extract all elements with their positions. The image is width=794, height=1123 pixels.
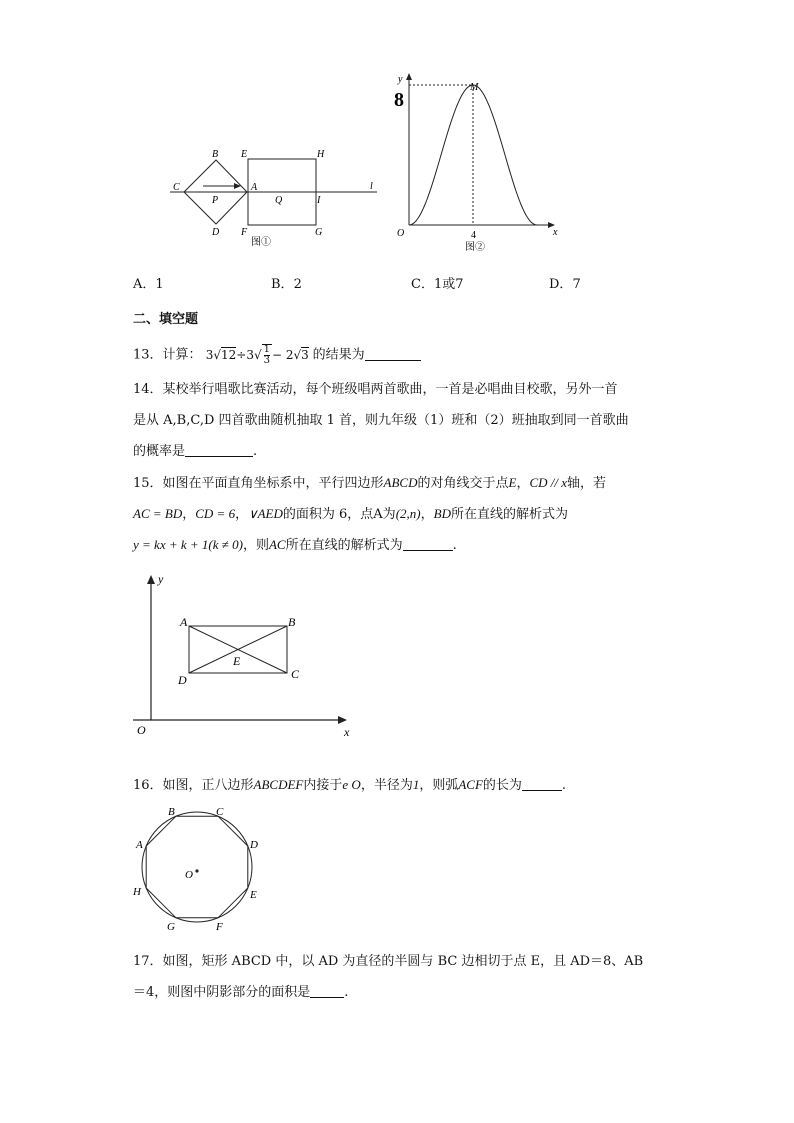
arrow-head [234,183,241,189]
q14-line-1: 14．某校举行唱歌比赛活动，每个班级唱两首歌曲，一首是必唱曲目校歌，另外一首 [133,382,618,397]
figure-2-caption: 图② [465,242,485,253]
label-o: O [137,723,146,737]
label-g: G [167,921,175,933]
q16-polygon-name: ABCDEF [253,777,304,792]
q15-line-3 [133,537,457,554]
label-a: A [251,182,258,193]
y-axis-arrow [147,575,155,584]
q13-tail: 的结果为 [312,347,365,363]
center-dot [195,869,198,872]
choice-b[interactable] [271,277,302,293]
q17-prompt: ＝4，则图中阴影部分的面积是 [133,985,311,1000]
q13-coef: 3 [205,347,214,362]
origin-label: O [397,228,405,239]
label-y: y [158,572,164,586]
q15-text: 轴，若 [567,476,607,491]
section-title: 二、填空题 [133,312,199,327]
q16-text: ，半径为 [360,778,413,793]
label-b: B [212,149,219,160]
q15-answer-blank[interactable] [403,538,453,551]
label-i: I [317,195,321,206]
label-d: D [250,839,258,851]
choice-c-letter: C． [411,277,434,292]
label-b: B [168,806,175,818]
q16-text: 内接于 [303,778,343,793]
choice-b-value: 2 [293,277,302,292]
q15-text: ， [182,507,196,522]
label-f: F [216,921,223,933]
q15-text: ， [235,507,249,522]
label-e: E [241,149,248,160]
q15-text: 的面积为 6，点A为 [282,507,396,522]
label-e: E [250,889,257,901]
q13-denominator: 3 [263,355,270,366]
q16-circle: e O [342,777,361,792]
regular-octagon [146,816,248,918]
sqrt-icon: √ [253,347,262,362]
q16-text: . [561,778,567,793]
q16-text: 的长为 [482,778,522,793]
x-axis-arrow [338,716,347,724]
q15-text: . [452,538,457,553]
q13-radicand-1: 12 [220,347,237,362]
q13-answer-blank[interactable] [365,348,421,361]
label-l: l [370,181,373,192]
figure-1-caption: 图① [251,237,271,248]
choice-b-letter: B． [271,277,294,292]
q16-text: 16．如图，正八边形 [133,778,254,793]
x-axis-label: x [553,227,558,238]
label-h: H [133,886,141,898]
label-q: Q [275,195,283,206]
q14-line-2: 是从 A,B,C,D 四首歌曲随机抽取 1 首，则九年级（1）班和（2）班抽取到同一首歌曲 [133,413,629,428]
q13-number: 13．计算： [133,347,202,363]
q15-text: ，则 [242,538,269,553]
q15-ac: AC [268,537,286,552]
label-c: C [291,667,300,681]
q14-line-3: 的概率是 . [133,444,258,459]
choice-a-value: 1 [155,277,164,292]
label-c: C [216,806,224,818]
y-tick-label: 8 [394,89,404,111]
q15-text: ， [420,507,434,522]
q14-answer-blank[interactable] [185,444,253,457]
choice-c-value: 1或7 [433,277,464,292]
q15-text: 所在直线的解析式为 [450,507,568,522]
choice-d[interactable] [549,277,581,293]
choice-a-letter: A． [133,277,156,292]
choice-d-value: 7 [572,277,581,292]
q15-bd: BD [433,506,451,521]
q15-abcd: ABCD [383,475,418,490]
y-axis-arrow [406,73,412,80]
question-13 [133,344,421,366]
q13-numerator: 1 [263,344,270,355]
q15-text: ， [516,476,530,491]
q15-eq2: CD = 6 [195,506,236,521]
figure-2 [390,70,570,255]
sqrt-icon: √ [213,347,221,362]
q16-radius: 1 [412,777,420,792]
q15-eq1: AC = BD [133,506,183,521]
figure-16 [130,800,270,935]
label-p: P [212,195,219,206]
q15-line-1 [133,475,606,492]
label-d: D [178,673,187,687]
y-axis-label: y [398,74,403,85]
q15-text: 15．如图在平面直角坐标系中，平行四边形 [133,476,384,491]
q15-line-2 [133,506,568,523]
choice-c[interactable] [411,277,464,293]
circle-o [142,812,252,922]
label-d: D [212,227,220,238]
label-a: A [136,839,143,851]
q15-text: 所在直线的解析式为 [285,538,403,553]
q17-line-1: 17．如图，矩形 ABCD 中，以 AD 为直径的半圆与 BC 边相切于点 E，且 AD＝8、AB [133,954,644,969]
q15-eq3: y = kx + k + 1(k ≠ 0) [133,537,243,552]
label-x: x [344,725,350,739]
q14-prompt: 的概率是 [133,444,186,459]
q13-op1: ÷3 [236,347,254,362]
q15-e: E [508,475,517,490]
label-b: B [288,615,296,629]
q13-radicand-3: 3 [301,347,309,362]
label-h: H [317,149,325,160]
question-16 [133,777,566,794]
label-e: E [233,654,241,668]
q17-line-2 [133,985,348,1001]
label-g: G [315,227,323,238]
label-f: F [241,227,248,238]
figure-1 [165,140,385,250]
q15-text: 的对角线交于点 [417,476,509,491]
q13-fraction [262,344,272,366]
q15-cdx: CD // x [529,475,568,490]
label-a: A [180,615,188,629]
figure-15 [130,570,360,745]
x-tick-label: 4 [471,230,476,241]
choice-a[interactable] [133,277,164,293]
q17-answer-blank[interactable] [310,985,344,998]
peak-label: M [470,82,479,93]
q17-end: . [344,985,349,1000]
q16-text: ，则弧 [419,778,459,793]
sqrt-icon: √ [293,347,302,362]
label-o: O [185,869,193,881]
q15-triangle: ∨AED [248,506,283,521]
choice-d-letter: D． [549,277,573,292]
q15-point: (2,n) [395,506,421,521]
q13-op2: − 2 [272,347,294,362]
q16-arc: ACF [458,777,483,792]
label-c: C [173,182,180,193]
q16-answer-blank[interactable] [522,778,562,791]
